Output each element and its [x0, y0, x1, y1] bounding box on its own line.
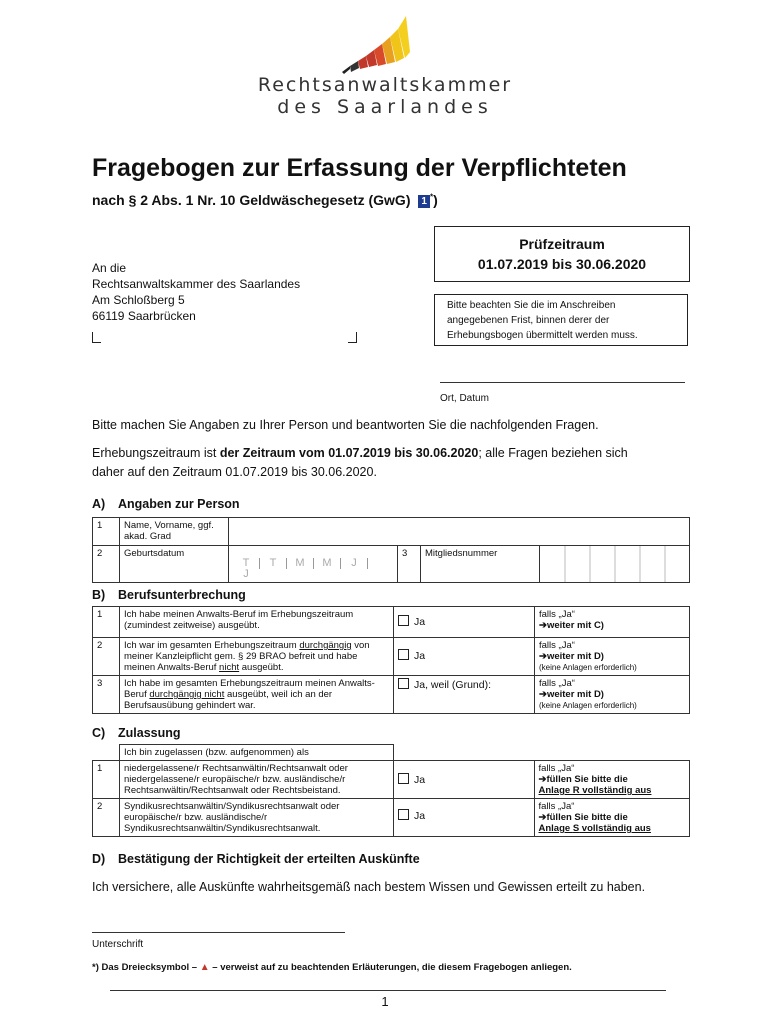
member-number-field[interactable]	[540, 546, 690, 583]
question-text: niedergelassene/r Rechtsanwältin/Rechtsanwalt oder niedergelassene/r europäische/r bzw. ausländische/r Rechtsanwältin/Rechtsanwalt oder Rechtsbeistand.	[120, 761, 394, 799]
checkbox[interactable]	[398, 773, 409, 784]
checkbox[interactable]	[398, 809, 409, 820]
pruefzeitraum-value: 01.07.2019 bis 30.06.2020	[477, 256, 647, 272]
anlage-link[interactable]: Anlage R vollständig aus	[538, 785, 652, 796]
name-label: Name, Vorname, ggf. akad. Grad	[120, 518, 229, 546]
header-spacer	[394, 745, 535, 761]
option-label: Ja	[414, 810, 426, 822]
question-text: Ich habe meinen Anwalts-Beruf im Erhebungszeitraum (zumindest zeitweise) ausgeübt.	[120, 607, 394, 638]
subtitle-tail: )	[433, 192, 438, 208]
anlage-post: vollständig aus	[579, 823, 651, 834]
section-b-heading	[92, 588, 246, 602]
option-label: Ja, weil (Grund):	[414, 679, 492, 691]
logo-line2: des Saarlandes	[277, 96, 493, 118]
interruption-table	[92, 606, 690, 714]
ort-datum-field[interactable]	[440, 382, 685, 383]
question-text	[120, 638, 394, 676]
admission-table	[92, 744, 690, 837]
question-text: Syndikusrechtsanwältin/Syndikusrechtsanwalt oder europäische/r bzw. ausländische/r Syndikusrechtsanwältin/Syndikusrechtsanwalt.	[120, 799, 394, 837]
section-letter: B)	[92, 588, 106, 602]
question-text	[120, 676, 394, 714]
pruefzeitraum-box	[434, 226, 690, 282]
anlage-letter: S	[572, 823, 580, 834]
date-slot: J	[243, 568, 249, 580]
deadline-hint	[434, 294, 688, 346]
section-title: Angaben zur Person	[118, 497, 240, 511]
footnote-link[interactable]: 1	[418, 195, 430, 208]
period-text-pre: Erhebungszeitraum ist	[92, 446, 220, 460]
section-c-heading	[92, 726, 181, 740]
question-part: ausgeübt.	[239, 662, 284, 673]
section-letter: C)	[92, 726, 106, 740]
row-number: 1	[93, 518, 120, 546]
row-number: 1	[93, 607, 120, 638]
confirmation-text: Ich versichere, alle Auskünfte wahrheitsgemäß nach bestem Wissen und Gewissen erteilt zu haben.	[92, 880, 646, 894]
logo-line1: Rechtsanwaltskammer	[257, 74, 513, 96]
question-part: ausgeübt, weil ich an der Berufsausübung gehindert war.	[124, 689, 333, 711]
instruction-cell	[534, 761, 690, 799]
date-slot: J	[341, 558, 368, 569]
row-number: 3	[93, 676, 120, 714]
anlage-pre: Anlage	[538, 823, 573, 834]
signature-label: Unterschrift	[92, 939, 144, 950]
page-number: 1	[381, 994, 389, 1009]
chamber-logo-icon	[336, 12, 416, 74]
period-text-post: ; alle Fragen beziehen sich daher auf den Zeitraum 01.07.2019 bis 30.06.2020.	[92, 446, 628, 479]
note: (keine Anlagen erforderlich)	[539, 701, 637, 710]
next-step: ➔weiter mit C)	[539, 620, 604, 631]
hint-line: angegebenen Frist, binnen derer der	[447, 315, 610, 326]
next-step: ➔füllen Sie bitte die	[538, 812, 628, 823]
falls-label: falls „Ja“	[539, 678, 575, 689]
hint-line: Erhebungsbogen übermittelt werden muss.	[447, 330, 638, 341]
address-line: Rechtsanwaltskammer des Saarlandes	[92, 277, 301, 291]
footnote	[92, 962, 572, 973]
section-a-heading	[92, 497, 240, 511]
footer-divider	[110, 990, 666, 991]
footnote-star: *	[429, 192, 434, 202]
period-text	[92, 444, 662, 482]
address-line: Am Schloßberg 5	[92, 293, 185, 307]
pruefzeitraum-label: Prüfzeitraum	[519, 236, 605, 252]
note: (keine Anlagen erforderlich)	[539, 663, 637, 672]
question-part: Ich war im gesamten Erhebungszeitraum	[124, 640, 300, 651]
section-title: Berufsunterbrechung	[118, 588, 246, 602]
section-title: Bestätigung der Richtigkeit der erteilten Auskünfte	[118, 852, 420, 866]
option-cell[interactable]	[394, 607, 535, 638]
question-emphasis: nicht	[219, 662, 240, 673]
question-part: von meiner Kanzleipflicht gem. § 29 BRAO befreit und habe meinen Anwalts-Beruf	[124, 640, 370, 673]
checkbox[interactable]	[398, 615, 409, 626]
row-number: 2	[93, 799, 120, 837]
instruction-cell	[534, 799, 690, 837]
name-field[interactable]	[229, 518, 690, 546]
next-step: ➔weiter mit D)	[539, 651, 604, 662]
address-window-corner-right	[348, 332, 357, 343]
option-cell[interactable]	[394, 799, 535, 837]
instruction-cell	[535, 638, 690, 676]
intro-text: Bitte machen Sie Angaben zu Ihrer Person und beantworten Sie die nachfolgenden Fragen.	[92, 418, 599, 432]
row-number: 1	[93, 761, 120, 799]
anlage-link[interactable]	[539, 823, 686, 834]
next-step: ➔füllen Sie bitte die	[538, 774, 628, 785]
instruction-cell	[535, 676, 690, 714]
row-number: 2	[93, 546, 120, 583]
birthdate-field[interactable]	[229, 546, 398, 583]
option-label: Ja	[414, 616, 426, 628]
row-number: 3	[398, 546, 421, 583]
footnote-pre: *) Das Dreiecksymbol –	[92, 962, 200, 973]
date-slot: T	[233, 558, 260, 569]
falls-label: falls „Ja“	[539, 609, 575, 620]
person-table	[92, 517, 690, 583]
admission-header: Ich bin zugelassen (bzw. aufgenommen) als	[120, 745, 394, 761]
question-part: Ich habe im gesamten Erhebungszeitraum meinen Anwalts-Beruf	[124, 678, 375, 700]
page-subtitle	[92, 192, 438, 208]
next-step: ➔weiter mit D)	[539, 689, 604, 700]
falls-label: falls „Ja“	[538, 801, 575, 812]
address-line: 66119 Saarbrücken	[92, 309, 196, 323]
footnote-post: – verweist auf zu beachtenden Erläuterungen, die diesem Fragebogen anliegen.	[209, 962, 572, 973]
warning-triangle-icon: ▲	[199, 962, 210, 973]
checkbox[interactable]	[398, 649, 409, 660]
period-text-bold: der Zeitraum vom 01.07.2019 bis 30.06.2020	[219, 446, 479, 460]
signature-field[interactable]	[92, 932, 345, 933]
question-emphasis: durchgängig	[299, 640, 352, 651]
ort-datum-label: Ort, Datum	[440, 393, 489, 404]
option-cell[interactable]	[394, 638, 535, 676]
section-title: Zulassung	[118, 726, 181, 740]
recipient-address	[92, 260, 300, 324]
section-letter: A)	[92, 497, 106, 511]
falls-label: falls „Ja“	[538, 763, 575, 774]
option-cell[interactable]	[394, 676, 535, 714]
page-title: Fragebogen zur Erfassung der Verpflichteten	[92, 154, 627, 182]
option-label: Ja	[414, 650, 426, 662]
header-spacer	[93, 745, 120, 761]
checkbox[interactable]	[398, 678, 409, 689]
subtitle-text: nach § 2 Abs. 1 Nr. 10 Geldwäschegesetz (GwG)	[92, 192, 411, 208]
falls-label: falls „Ja“	[539, 640, 575, 651]
birthdate-label: Geburtsdatum	[120, 546, 229, 583]
address-line: An die	[92, 261, 127, 275]
option-cell[interactable]	[394, 761, 535, 799]
row-number: 2	[93, 638, 120, 676]
address-window-corner-left	[92, 332, 101, 343]
header-spacer	[534, 745, 690, 761]
date-slot: M	[314, 558, 341, 569]
question-emphasis: durchgängig nicht	[149, 689, 225, 700]
option-label: Ja	[414, 774, 426, 786]
member-number-label: Mitgliedsnummer	[421, 546, 540, 583]
date-slot: M	[287, 558, 314, 569]
section-d-heading	[92, 852, 420, 866]
instruction-cell	[535, 607, 690, 638]
section-letter: D)	[92, 852, 106, 866]
hint-line: Bitte beachten Sie die im Anschreiben	[447, 300, 616, 311]
date-slot: T	[260, 558, 287, 569]
